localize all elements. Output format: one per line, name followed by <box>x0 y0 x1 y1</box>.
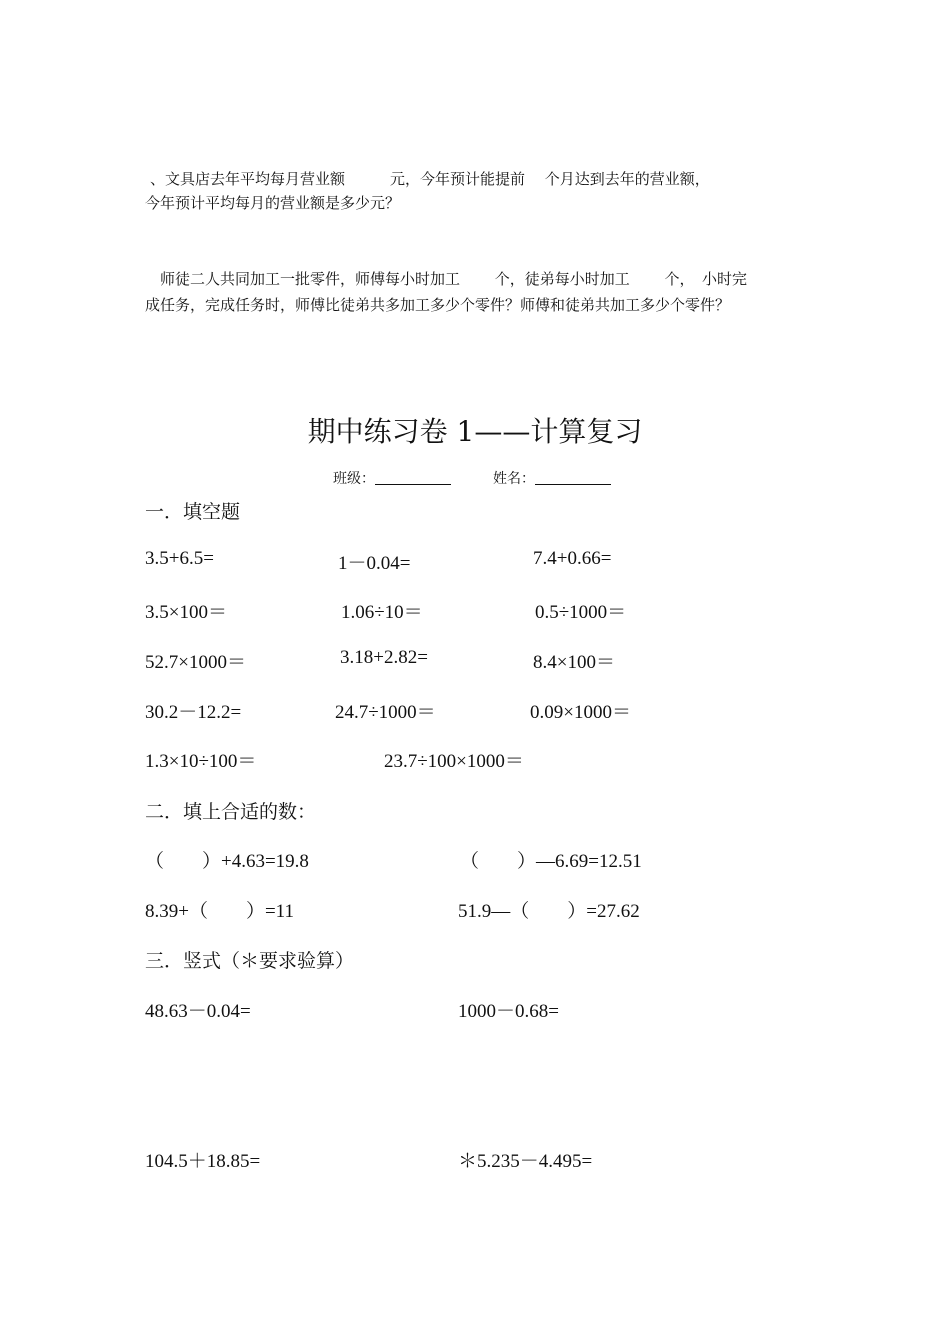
calc-item: 1.3×10÷100＝ <box>145 751 257 772</box>
class-field <box>333 468 451 488</box>
vertical-calc-item: 104.5＋18.85= <box>145 1151 261 1172</box>
vertical-calc-item: 48.63－0.04= <box>145 1001 251 1022</box>
problem-1-line-1: 、文具店去年平均每月营业额 元，今年预计能提前 个月达到去年的营业额， <box>150 170 710 188</box>
calc-item: 0.5÷1000＝ <box>535 602 627 623</box>
section-1-heading: 一．填空题 <box>145 501 241 523</box>
calc-item: 3.5×100＝ <box>145 602 227 623</box>
class-label: 班级： <box>333 471 375 487</box>
vertical-calc-item: ＊5.235－4.495= <box>458 1151 593 1172</box>
calc-item: 24.7÷1000＝ <box>335 702 436 723</box>
section-3-heading: 三．竖式（＊要求验算） <box>145 950 355 972</box>
calc-item: 30.2－12.2= <box>145 702 242 723</box>
name-label: 姓名： <box>493 471 535 487</box>
name-field <box>493 468 611 488</box>
vertical-calc-item: 1000－0.68= <box>458 1001 559 1022</box>
page-title: 期中练习卷 1——计算复习 <box>307 415 643 448</box>
calc-item: 8.4×100＝ <box>533 652 615 673</box>
section-2-heading: 二．填上合适的数： <box>145 801 317 823</box>
calc-item: 23.7÷100×1000＝ <box>384 751 524 772</box>
fill-blank-item: （ ）+4.63=19.8 <box>145 851 309 872</box>
calc-item: 3.5+6.5= <box>145 548 214 569</box>
name-blank[interactable] <box>535 470 611 485</box>
calc-item: 52.7×1000＝ <box>145 652 246 673</box>
fill-blank-item: （ ）—6.69=12.51 <box>460 851 642 872</box>
calc-item: 7.4+0.66= <box>533 548 612 569</box>
fill-blank-item: 51.9—（ ）=27.62 <box>458 901 640 922</box>
calc-item: 3.18+2.82= <box>340 647 428 668</box>
calc-item: 1.06÷10＝ <box>341 602 423 623</box>
fill-blank-item: 8.39+（ ）=11 <box>145 901 294 922</box>
problem-1-line-2: 今年预计平均每月的营业额是多少元？ <box>145 194 401 212</box>
calc-item: 1－0.04= <box>338 553 411 574</box>
problem-2-line-2: 成任务，完成任务时，师傅比徒弟共多加工多少个零件？师傅和徒弟共加工多少个零件？ <box>145 296 731 314</box>
class-blank[interactable] <box>375 470 451 485</box>
problem-2-line-1: 师徒二人共同加工一批零件，师傅每小时加工 个，徒弟每小时加工 个， 小时完 <box>160 270 748 288</box>
calc-item: 0.09×1000＝ <box>530 702 631 723</box>
